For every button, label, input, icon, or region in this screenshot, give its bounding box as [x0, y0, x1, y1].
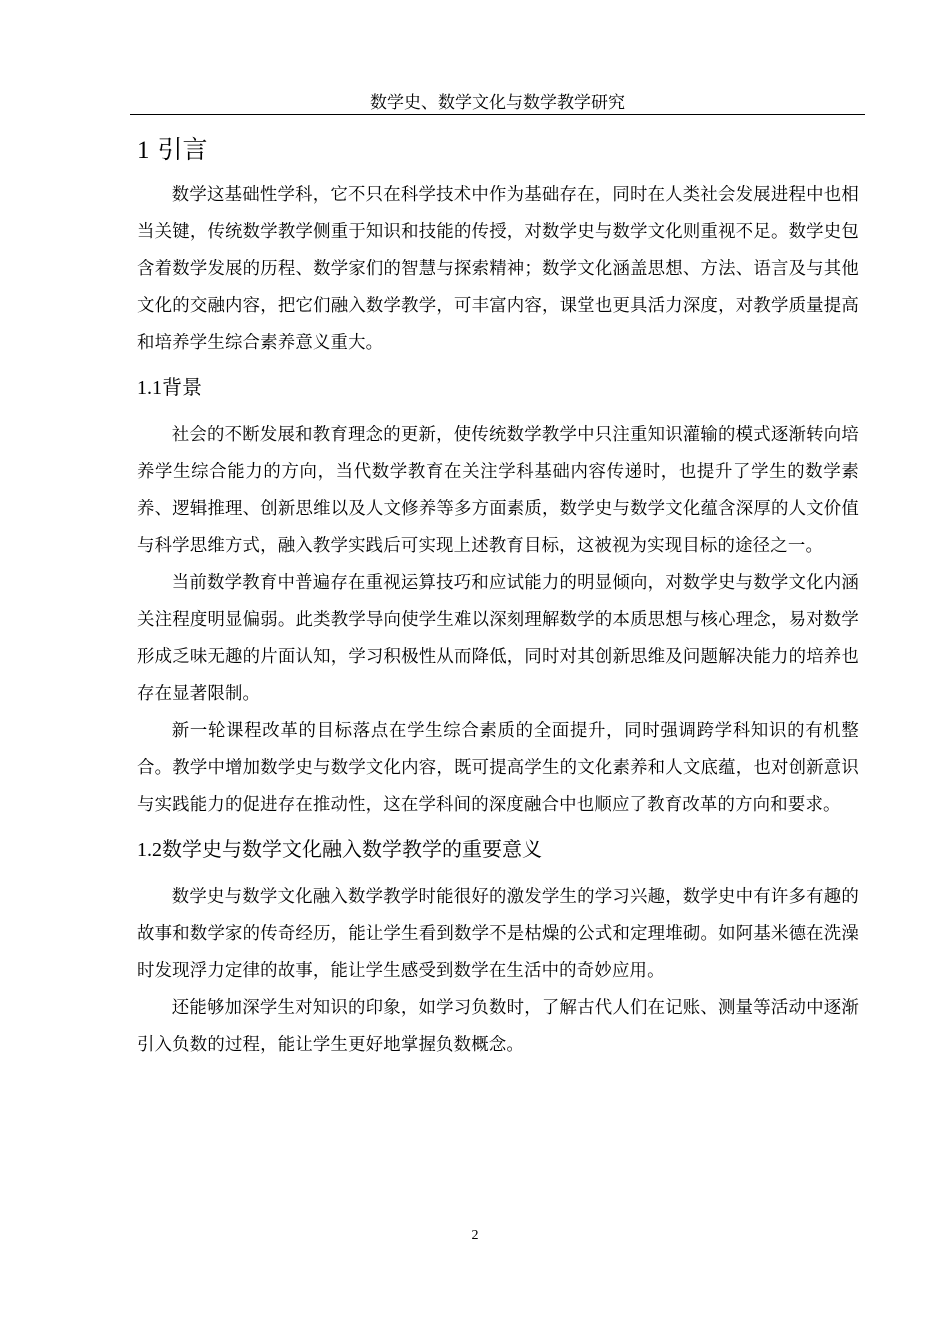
- subsection-heading-background: [137, 372, 859, 403]
- subsection-title: 背景: [162, 375, 202, 399]
- paragraph: 数学这基础性学科，它不只在科学技术中作为基础存在，同时在人类社会发展进程中也相当关键，传统数学教学侧重于知识和技能的传授，对数学史与数学文化则重视不足。数学史包含着数学发展的历程、数学家们的智慧与探索精神；数学文化涵盖思想、方法、语言及与其他文化的交融内容，把它们融入数学教学，可丰富内容，课堂也更具活力深度，对教学质量提高和培养学生综合素养意义重大。: [137, 185, 859, 353]
- paragraph: 社会的不断发展和教育理念的更新，使传统数学教学中只注重知识灌输的模式逐渐转向培养学生综合能力的方向，当代数学教育在关注学科基础内容传递时，也提升了学生的数学素养、逻辑推理、创新思维以及人文修养等多方面素质，数学史与数学文化蕴含深厚的人文价值与科学思维方式，融入教学实践后可实现上述教育目标，这被视为实现目标的途径之一。: [137, 425, 859, 556]
- paragraph: 还能够加深学生对知识的印象，如学习负数时，了解古代人们在记账、测量等活动中逐渐引入负数的过程，能让学生更好地掌握负数概念。: [137, 998, 859, 1055]
- section-number: 1: [137, 137, 150, 164]
- subsection-title: 数学史与数学文化融入数学教学的重要意义: [162, 837, 542, 861]
- subsection-heading-significance: [137, 834, 859, 865]
- paragraph: 数学史与数学文化融入数学教学时能很好的激发学生的学习兴趣，数学史中有许多有趣的故事和数学家的传奇经历，能让学生看到数学不是枯燥的公式和定理堆砌。如阿基米德在洗澡时发现浮力定律的故事，能让学生感受到数学在生活中的奇妙应用。: [137, 887, 859, 981]
- document-body: [137, 130, 859, 1064]
- subsection-number: 1.2: [137, 839, 162, 861]
- section-title: 引言: [157, 135, 208, 164]
- paragraph: 新一轮课程改革的目标落点在学生综合素质的全面提升，同时强调跨学科知识的有机整合。教学中增加数学史与数学文化内容，既可提高学生的文化素养和人文底蕴，也对创新意识与实践能力的促进存在推动性，这在学科间的深度融合中也顺应了教育改革的方向和要求。: [137, 721, 859, 815]
- section-heading-introduction: [137, 130, 859, 171]
- subsection-number: 1.1: [137, 377, 162, 399]
- paragraph: 当前数学教育中普遍存在重视运算技巧和应试能力的明显倾向，对数学史与数学文化内涵关注程度明显偏弱。此类教学导向使学生难以深刻理解数学的本质思想与核心理念，易对数学形成乏味无趣的片面认知，学习积极性从而降低，同时对其创新思维及问题解决能力的培养也存在显著限制。: [137, 573, 859, 704]
- page-header: 数学史、数学文化与数学教学研究: [130, 92, 865, 115]
- page-number: 2: [471, 1228, 479, 1243]
